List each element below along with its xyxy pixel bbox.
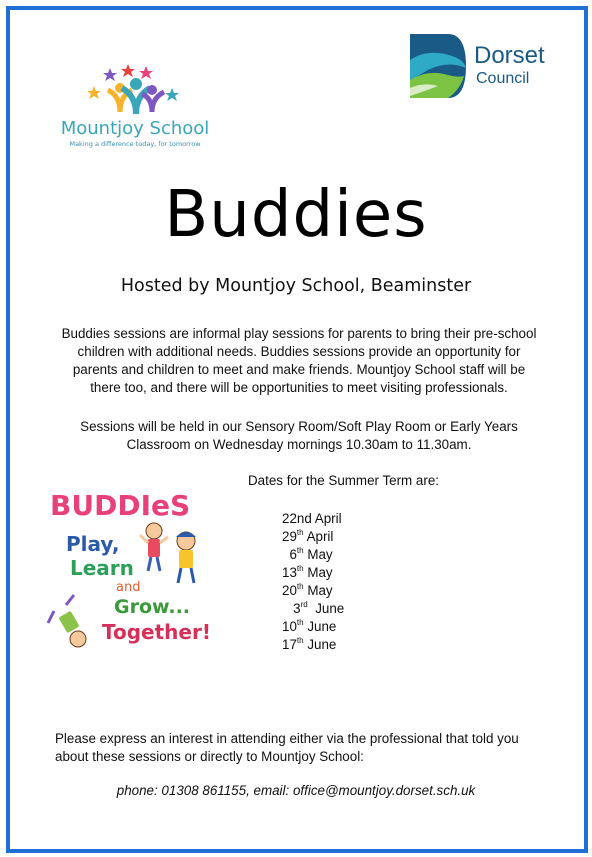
contact-details: phone: 01308 861155, email: office@mountjoy.dorset.sch.uk	[116, 783, 476, 798]
date-item: 17th June	[282, 636, 337, 652]
intro-paragraph: Buddies sessions are informal play sessions for parents to bring their pre-school children with additional needs. Buddies sessions provide an opportunity for parents and children to meet and make friends. Mountjoy School staff will be there too, and there will be opportunities to meet visiting professionals.	[61, 326, 537, 395]
buddies-illustration-together: Together!	[102, 620, 211, 644]
date-item: 10th June	[282, 618, 337, 634]
date-item: 29th April	[282, 528, 334, 544]
date-item: 20th May	[282, 582, 333, 598]
dates-list	[282, 510, 344, 654]
buddies-illustration-title: BUDDIeS	[50, 489, 191, 522]
mountjoy-figures-icon	[50, 60, 220, 120]
date-item: 13th May	[282, 564, 333, 580]
page-subtitle: Hosted by Mountjoy School, Beaminster	[120, 276, 472, 296]
buddies-illustration-learn: Learn	[70, 556, 134, 580]
buddies-illustration	[44, 483, 228, 665]
child-figure-icon	[176, 532, 196, 583]
dorset-council-logo	[408, 30, 568, 102]
page-title: Buddies	[164, 178, 428, 252]
mountjoy-school-name: Mountjoy School	[60, 118, 210, 139]
dorset-council-name-line1: Dorset	[474, 42, 545, 69]
dorset-council-name-line2: Council	[476, 70, 530, 87]
mountjoy-tagline: Making a difference today, for tomorrow	[69, 140, 201, 148]
dates-heading: Dates for the Summer Term are:	[248, 473, 440, 488]
child-figure-icon	[48, 595, 86, 647]
buddies-illustration-play: Play,	[66, 532, 120, 556]
buddies-illustration-and: and	[116, 580, 141, 595]
mountjoy-school-logo	[50, 60, 220, 160]
date-item: 22nd April	[282, 511, 342, 526]
sessions-paragraph: Sessions will be held in our Sensory Room/Soft Play Room or Early Years Classroom on Wednesday mornings 10.30am to 11.30am.	[80, 419, 518, 452]
interest-paragraph: Please express an interest in attending either via the professional that told you about these sessions or directly to Mountjoy School:	[55, 731, 519, 764]
date-item: 6th May	[289, 546, 333, 562]
buddies-illustration-grow: Grow...	[114, 596, 191, 618]
child-figure-icon	[140, 523, 168, 571]
dorset-council-mark-icon	[408, 30, 468, 102]
date-item: 3rd June	[293, 600, 345, 616]
